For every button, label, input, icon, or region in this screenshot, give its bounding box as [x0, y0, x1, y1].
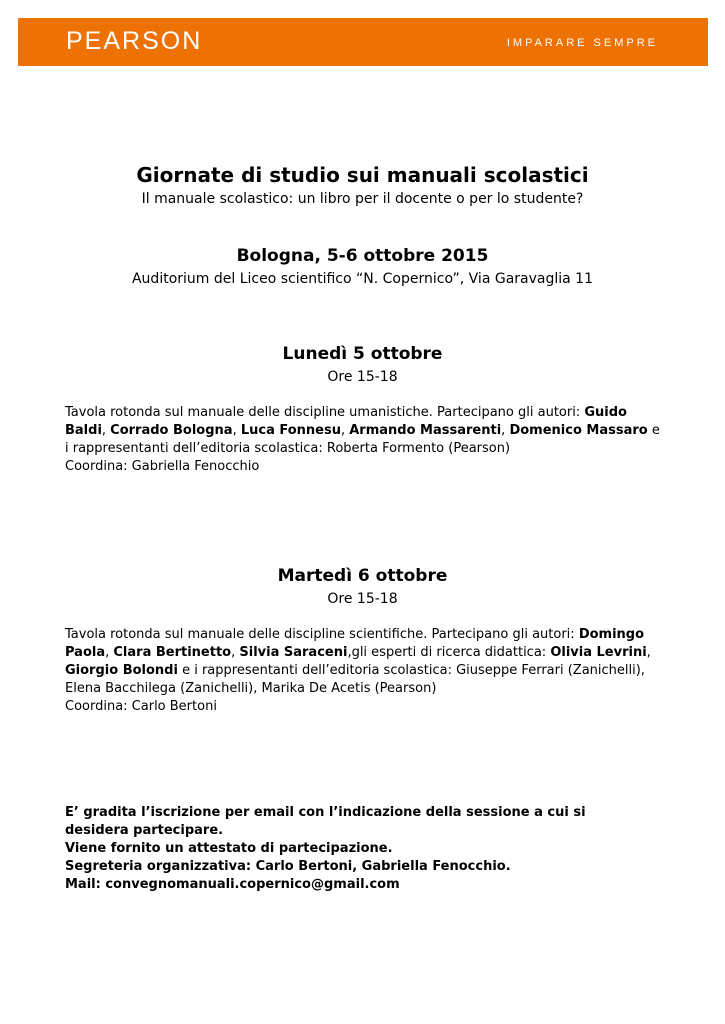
- day1-rest: e i rappresentanti dell’editoria scolastica: Roberta Formento (Pearson): [65, 423, 660, 456]
- day2-description: Tavola rotonda sul manuale delle discipline scientifiche. Partecipano gli autori: Domingo Paola, Clara Bertinetto, Silvia Saraceni,gli esperti di ricerca didattica: Olivia Levrini, Giorgio Bolondi e i rappresentanti dell’editoria scolastica: Giuseppe Ferrari (Zanichelli), Elena Bacchilega (Zanichelli), Marika De Acetis (Pearson) Coordina: Carlo Bertoni: [65, 627, 651, 714]
- day2-expert: Olivia Levrini: [550, 645, 647, 660]
- day2-author: Silvia Saraceni: [239, 645, 348, 660]
- day1-author: Luca Fonnesu: [240, 423, 341, 438]
- event-venue: Auditorium del Liceo scientifico “N. Copernico”, Via Garavaglia 11: [131, 271, 593, 287]
- header-tagline: IMPARARE SEMPRE: [506, 37, 658, 49]
- day1-heading: Lunedì 5 ottobre: [282, 344, 443, 364]
- header-banner: [18, 18, 708, 66]
- day1-author: Corrado Bologna: [110, 423, 233, 438]
- pearson-logo: PEARSON: [66, 27, 203, 55]
- day2-intro: Tavola rotonda sul manuale delle discipline scientifiche. Partecipano gli autori:: [65, 627, 579, 642]
- day1-author: Guido Baldi: [65, 405, 627, 438]
- day1-author: Armando Massarenti: [349, 423, 502, 438]
- day2-mid: ,gli esperti di ricerca didattica:: [347, 645, 551, 660]
- day1-hours: Ore 15-18: [327, 369, 398, 385]
- contact-email[interactable]: Mail: convegnomanuali.copernico@gmail.com: [65, 877, 400, 892]
- day2-author: Clara Bertinetto: [113, 645, 232, 660]
- day2-rest: e i rappresentanti dell’editoria scolastica: Giuseppe Ferrari (Zanichelli), Elena Bacchilega (Zanichelli), Marika De Acetis (Pearson): [65, 663, 645, 696]
- day1-author: Domenico Massaro: [509, 423, 648, 438]
- certificate-line: Viene fornito un attestato di partecipazione.: [65, 841, 393, 856]
- day2-expert: Giorgio Bolondi: [65, 663, 178, 678]
- day1-coordinator: Coordina: Gabriella Fenocchio: [65, 459, 260, 474]
- day2-hours: Ore 15-18: [327, 591, 398, 607]
- registration-line: desidera partecipare.: [65, 823, 224, 838]
- registration-info: [65, 804, 685, 894]
- page-subtitle: Il manuale scolastico: un libro per il docente o per lo studente?: [141, 191, 584, 207]
- page-title: Giornate di studio sui manuali scolastici: [136, 163, 589, 187]
- registration-line: E’ gradita l’iscrizione per email con l’indicazione della sessione a cui si: [65, 805, 586, 820]
- day2-author: Domingo Paola: [65, 627, 645, 660]
- day2-coordinator: Coordina: Carlo Bertoni: [65, 699, 217, 714]
- secretariat-line: Segreteria organizzativa: Carlo Bertoni, Gabriella Fenocchio.: [65, 859, 511, 874]
- event-location: Bologna, 5-6 ottobre 2015: [236, 246, 489, 266]
- day2-heading: Martedì 6 ottobre: [277, 566, 448, 586]
- day1-intro: Tavola rotonda sul manuale delle discipline umanistiche. Partecipano gli autori:: [65, 405, 585, 420]
- day1-description: Tavola rotonda sul manuale delle discipline umanistiche. Partecipano gli autori: Guido Baldi, Corrado Bologna, Luca Fonnesu, Armando Massarenti, Domenico Massaro e i rappresentanti dell’editoria scolastica: Roberta Formento (Pearson) Coordina: Gabriella Fenocchio: [65, 405, 660, 474]
